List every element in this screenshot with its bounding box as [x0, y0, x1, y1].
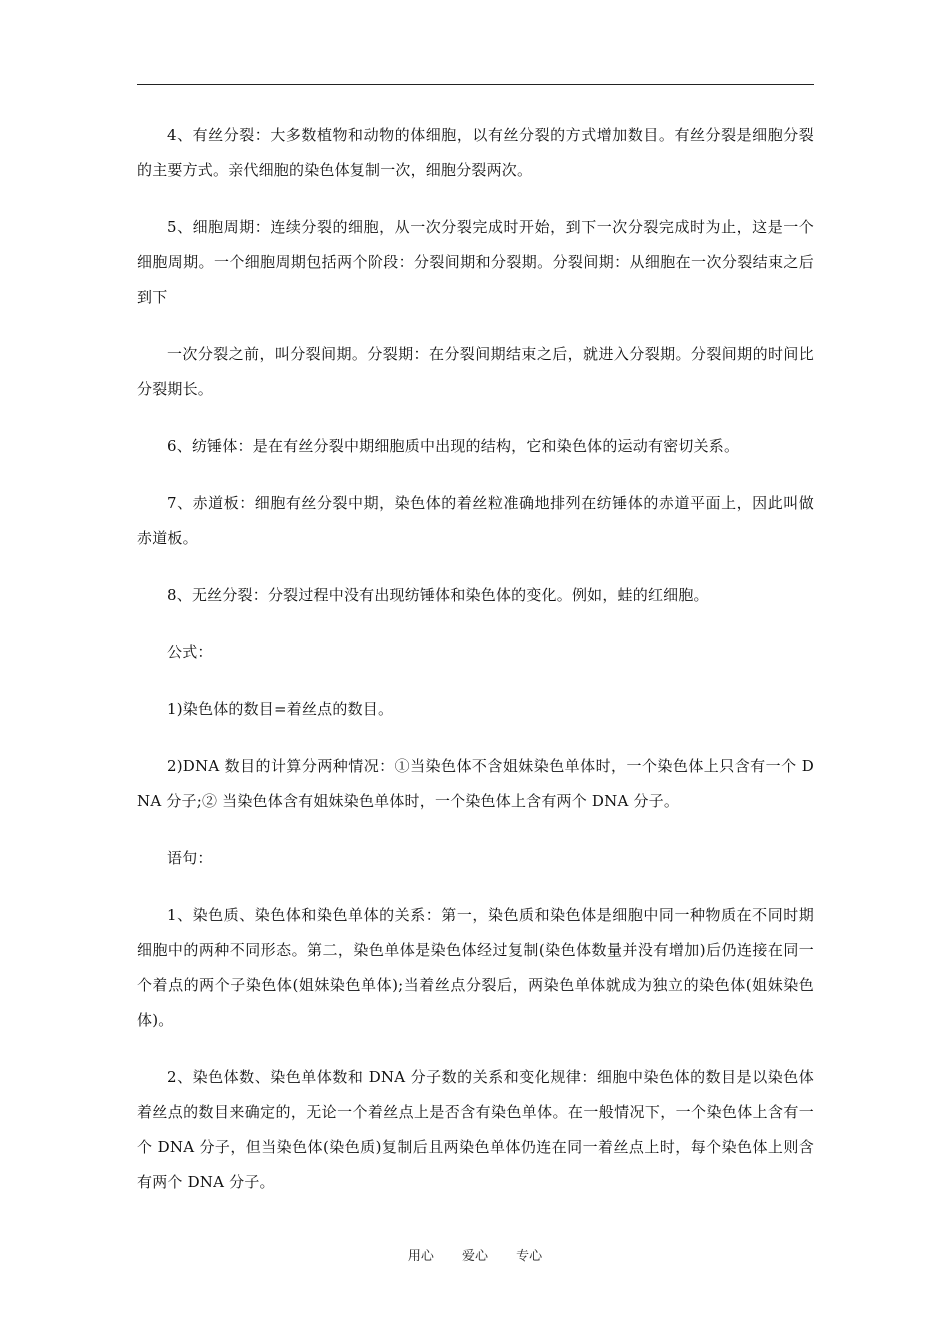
formula-item-1: 1)染色体的数目=着丝点的数目。 [167, 700, 394, 718]
section-heading-statements: 语句： [167, 849, 213, 867]
footer-item: 专心 [516, 1249, 543, 1264]
paragraph-cell-cycle: 5、细胞周期：连续分裂的细胞，从一次分裂完成时开始，到下一次分裂完成时为止，这是一个细胞周期。一个细胞周期包括两个阶段：分裂间期和分裂期。分裂间期：从细胞在一次分裂结束之后到下 [137, 218, 814, 306]
page-footer [0, 1245, 950, 1264]
document-body [137, 118, 814, 1200]
formula-item-2: 2)DNA 数目的计算分两种情况：①当染色体不含姐妹染色单体时，一个染色体上只含有一个 DNA 分子;② 当染色体含有姐妹染色单体时，一个染色体上含有两个 DNA 分子。 [137, 757, 814, 810]
paragraph-cell-cycle-continued: 一次分裂之前，叫分裂间期。分裂期：在分裂间期结束之后，就进入分裂期。分裂间期的时间比分裂期长。 [137, 345, 814, 398]
header-rule [137, 84, 814, 85]
paragraph-mitosis: 4、有丝分裂：大多数植物和动物的体细胞，以有丝分裂的方式增加数目。有丝分裂是细胞分裂的主要方式。亲代细胞的染色体复制一次，细胞分裂两次。 [137, 126, 814, 179]
statement-item-2: 2、染色体数、染色单体数和 DNA 分子数的关系和变化规律：细胞中染色体的数目是以染色体着丝点的数目来确定的，无论一个着丝点上是否含有染色单体。在一般情况下，一个染色体上含有一个 DNA 分子，但当染色体(染色质)复制后且两染色单体仍连在同一着丝点上时，每个染色体上则含有两个 DNA 分子。 [137, 1068, 814, 1191]
footer-item: 用心 [407, 1249, 434, 1264]
paragraph-equatorial-plate: 7、赤道板：细胞有丝分裂中期，染色体的着丝粒准确地排列在纺锤体的赤道平面上，因此叫做赤道板。 [137, 494, 814, 547]
paragraph-spindle: 6、纺锤体：是在有丝分裂中期细胞质中出现的结构，它和染色体的运动有密切关系。 [167, 437, 740, 455]
paragraph-amitosis: 8、无丝分裂：分裂过程中没有出现纺锤体和染色体的变化。例如，蛙的红细胞。 [167, 586, 709, 604]
footer-item: 爱心 [461, 1249, 488, 1264]
statement-item-1: 1、染色质、染色体和染色单体的关系：第一，染色质和染色体是细胞中同一种物质在不同时期细胞中的两种不同形态。第二，染色单体是染色体经过复制(染色体数量并没有增加)后仍连接在同一个着点的两个子染色体(姐妹染色单体);当着丝点分裂后，两染色单体就成为独立的染色体(姐妹染色体)。 [137, 906, 814, 1029]
section-heading-formula: 公式： [167, 643, 213, 661]
